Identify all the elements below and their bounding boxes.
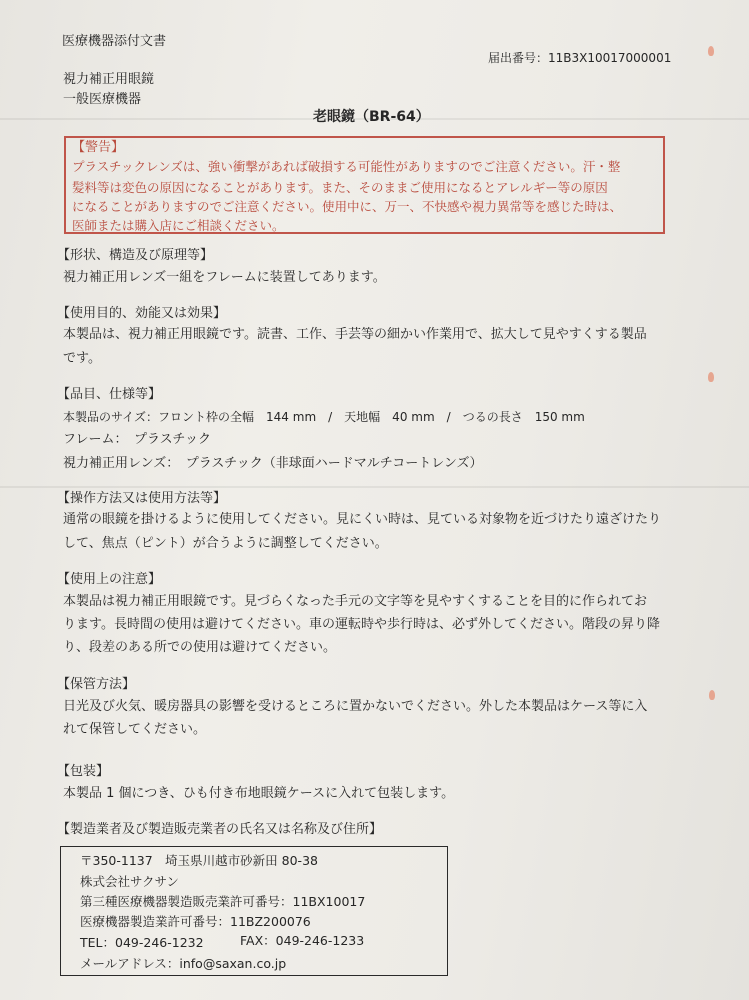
section-line: 本製品のサイズ：フロント枠の全幅 144 mm / 天地幅 40 mm / つるの長さ 150 mm: [63, 410, 585, 424]
section-line: です。: [63, 351, 101, 366]
warning-line: 髪料等は変色の原因になることがあります。また、そのままご使用になるとアレルギー等の原因: [72, 180, 608, 195]
product-title: 老眼鏡（BR-64）: [313, 109, 430, 125]
postal-address: 〒350-1137 埼玉県川越市砂新田 80-38: [80, 853, 318, 868]
section-line: 本製品は視力補正用眼鏡です。見づらくなった手元の文字等を見やすくすることを目的に作られてお: [63, 594, 647, 609]
section-heading: 【使用目的、効能又は効果】: [57, 306, 227, 321]
section-line: して、焦点（ピント）が合うように調整してください。: [63, 536, 388, 551]
section-heading: 【包装】: [57, 764, 110, 779]
section-heading: 【操作方法又は使用方法等】: [57, 491, 227, 506]
light-reflection: [709, 690, 715, 700]
warning-heading: 【警告】: [72, 140, 125, 155]
light-reflection: [708, 46, 714, 56]
section-line: れて保管してください。: [63, 722, 207, 737]
section-heading: 【品目、仕様等】: [57, 387, 162, 402]
section-line: 日光及び火気、暖房器具の影響を受けるところに置かないでください。外した本製品はケース等に入: [63, 699, 648, 714]
light-reflection: [708, 372, 714, 382]
section-heading: 【保管方法】: [57, 677, 136, 692]
notification-number: 届出番号：11B3X10017000001: [488, 51, 672, 65]
section-line: 通常の眼鏡を掛けるように使用してください。見にくい時は、見ている対象物を近づけたり遠ざけたり: [63, 512, 662, 527]
section-line: フレーム： プラスチック: [63, 432, 211, 447]
section-line: ります。長時間の使用は避けてください。車の運転時や歩行時は、必ず外してください。階段の昇り降: [63, 617, 660, 632]
email-address: メールアドレス：info@saxan.co.jp: [80, 956, 287, 971]
warning-line: になることがありますのでご注意ください。使用中に、万一、不快感や視力異常等を感じた時は、: [72, 199, 623, 214]
section-heading: 【形状、構造及び原理等】: [57, 248, 214, 263]
doc-type: 医療機器添付文書: [62, 34, 167, 49]
license-number: 第三種医療機器製造販売業許可番号：11BX10017: [80, 894, 366, 909]
section-line: 本製品 1 個につき、ひも付き布地眼鏡ケースに入れて包装します。: [63, 786, 455, 801]
warning-line: プラスチックレンズは、強い衝撃があれば破損する可能性がありますのでご注意ください。汗・整: [72, 159, 621, 174]
section-line: 本製品は、視力補正用眼鏡です。読書、工作、手芸等の細かい作業用で、拡大して見やすくする製品: [63, 327, 647, 342]
section-line: り、段差のある所での使用は避けてください。: [63, 640, 337, 655]
category: 視力補正用眼鏡: [63, 72, 155, 87]
section-line: 視力補正用レンズ： プラスチック（非球面ハードマルチコートレンズ）: [63, 456, 483, 471]
warning-line: 医師または購入店にご相談ください。: [72, 218, 285, 233]
fold-crease: [0, 486, 749, 488]
company-name: 株式会社サクサン: [80, 874, 179, 889]
license-number: 医療機器製造業許可番号：11BZ200076: [80, 914, 311, 929]
section-line: 視力補正用レンズ一組をフレームに装置してあります。: [63, 270, 386, 285]
section-heading: 【製造業者及び製造販売業者の氏名又は名称及び住所】: [57, 822, 383, 837]
section-heading: 【使用上の注意】: [57, 572, 162, 587]
tel-number: TEL：049-246-1232: [80, 935, 204, 950]
fax-number: FAX：049-246-1233: [240, 933, 365, 948]
classification: 一般医療機器: [63, 92, 142, 107]
